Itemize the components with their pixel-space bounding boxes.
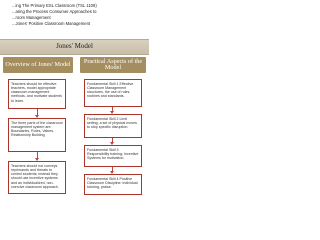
left-arrow-1 <box>37 109 38 115</box>
right-arrow-2 <box>112 138 113 142</box>
diagram-title: Jones' Model <box>56 42 93 50</box>
right-box-3: Fundamental Skill 3 Responsibility training; Incentive Systems for motivation. <box>84 145 142 167</box>
left-box-1: Teachers should be effective teachers, model appropriate classroom management methods, and motivate students to learn. <box>8 79 66 109</box>
header-line-3: ...room Management <box>12 15 51 20</box>
header-line-2: ...aring the Process Consumer Approaches to <box>12 9 97 14</box>
right-box-1: Fundamental Skill 1 Effective Classroom Management structures, the use of rules, routines and standards. <box>84 79 142 107</box>
right-box-4: Fundamental Skill 4 Positive Classroom Discipline: individual tutoring, praise. <box>84 174 142 195</box>
left-section-heading: Overview of Jones' Model <box>3 57 73 73</box>
right-arrow-3 <box>112 167 113 171</box>
header-line-4: ...Jones' Positive Classroom Management <box>12 21 91 26</box>
left-box-3: Teachers should not conveys reprimands and threats to control students; instead they should use incentive systems and an individualized, non-coercive classroom approach. <box>8 161 66 194</box>
header-line-1: ...ing The Primary ESL Classroom (TSL 1109) <box>12 3 97 8</box>
right-box-2: Fundamental Skill 2 Limit setting, a set of physical moves to stop specific disruption. <box>84 114 142 138</box>
header-area <box>0 0 149 40</box>
right-section-heading: Practical Aspects of the Model <box>80 57 146 73</box>
title-banner <box>0 39 149 55</box>
right-arrow-1 <box>112 107 113 111</box>
left-arrow-2 <box>37 152 38 158</box>
left-box-2: The three parts of the classroom management system are: Boundaries, Rules, Values, Relationship Building <box>8 118 66 152</box>
